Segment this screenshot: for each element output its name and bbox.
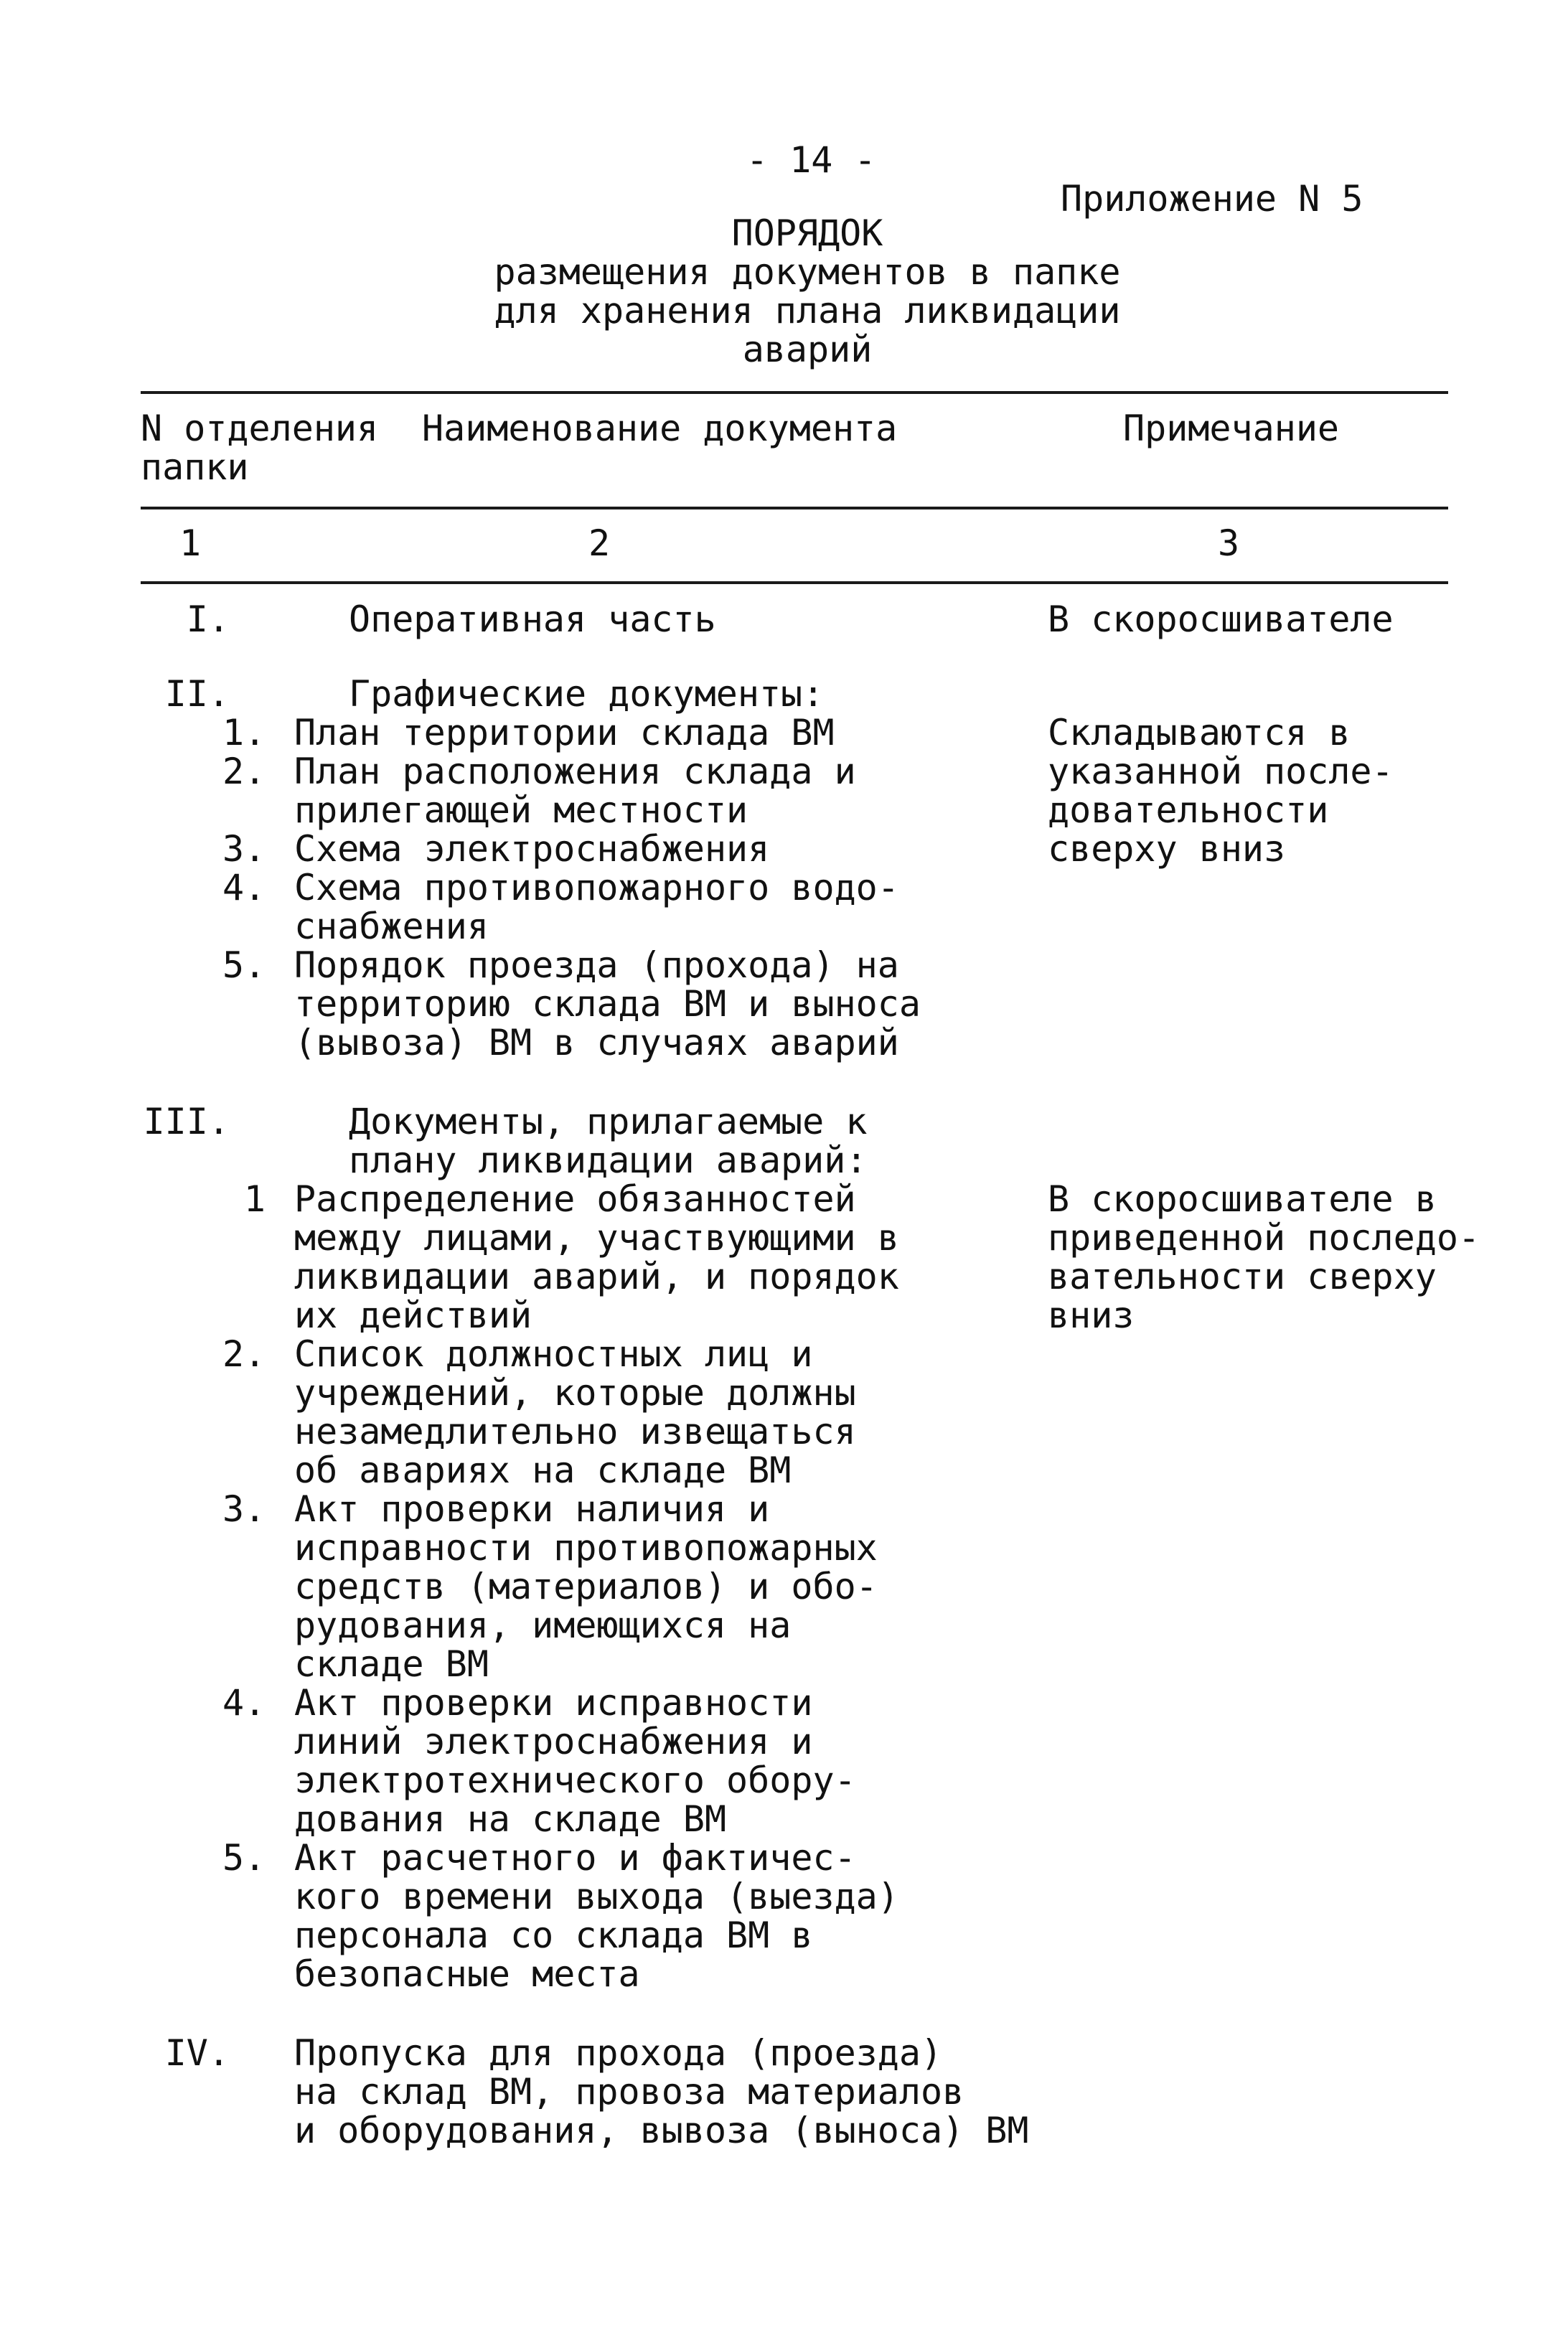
item-text: дования на складе ВМ <box>294 1798 727 1840</box>
item-number: 5. <box>222 944 266 986</box>
section-numeral: I. <box>186 598 230 640</box>
header-col1-line2: папки <box>141 446 249 488</box>
header-col2: Наименование документа <box>422 408 898 449</box>
item-text: исправности противопожарных <box>294 1527 878 1569</box>
page-number: - 14 - <box>746 139 876 181</box>
item-text: об авариях на складе ВМ <box>294 1450 792 1491</box>
appendix-label: Приложение N 5 <box>1061 178 1363 220</box>
header-col3: Примечание <box>1123 408 1340 449</box>
section-title: на склад ВМ, провоза материалов <box>294 2071 964 2113</box>
column-number-1: 1 <box>179 522 202 564</box>
table-top-rule <box>141 391 1448 394</box>
item-text: Акт расчетного и фактичес- <box>294 1837 856 1879</box>
section-note: В скоросшивателе в <box>1048 1178 1437 1220</box>
item-text: средств (материалов) и обо- <box>294 1566 878 1607</box>
item-number: 5. <box>222 1837 266 1879</box>
item-text: между лицами, участвующими в <box>294 1217 899 1259</box>
item-text: складе ВМ <box>294 1643 489 1685</box>
item-text: безопасные места <box>294 1953 640 1995</box>
document-title-line-3: для хранения плана ликвидации <box>494 290 1121 332</box>
item-text: (вывоза) ВМ в случаях аварий <box>294 1022 899 1063</box>
header-col1-line1: N отделения <box>141 408 379 449</box>
column-number-2: 2 <box>588 522 611 564</box>
item-text: территорию склада ВМ и выноса <box>294 983 921 1025</box>
item-number: 1 <box>243 1178 266 1220</box>
item-number: 3. <box>222 1488 266 1530</box>
item-text: ликвидации аварий, и порядок <box>294 1256 899 1297</box>
section-title: Оперативная часть <box>349 598 716 640</box>
item-text: прилегающей местности <box>294 789 748 831</box>
item-text: План расположения склада и <box>294 751 856 792</box>
section-note: вниз <box>1048 1295 1135 1336</box>
section-numeral: III. <box>143 1101 230 1142</box>
item-text: электротехнического обору- <box>294 1760 856 1801</box>
document-title-line-1: ПОРЯДОК <box>731 212 883 254</box>
item-text: Список должностных лиц и <box>294 1333 813 1375</box>
item-text: незамедлительно извещаться <box>294 1411 856 1452</box>
item-text: снабжения <box>294 906 489 947</box>
item-text: кого времени выхода (выезда) <box>294 1876 899 1917</box>
section-note: указанной после- <box>1048 751 1394 792</box>
section-title: и оборудования, вывоза (выноса) ВМ <box>294 2110 1029 2151</box>
section-note: вательности сверху <box>1048 1256 1437 1297</box>
item-text: Схема электроснабжения <box>294 828 770 870</box>
item-number: 4. <box>222 867 266 908</box>
item-text: Порядок проезда (прохода) на <box>294 944 899 986</box>
item-text: рудования, имеющихся на <box>294 1605 792 1646</box>
item-text: Схема противопожарного водо- <box>294 867 899 908</box>
item-text: Распределение обязанностей <box>294 1178 856 1220</box>
column-number-3: 3 <box>1218 522 1240 564</box>
section-note: Складываются в <box>1048 712 1351 753</box>
header-bottom-rule <box>141 507 1448 509</box>
section-title: Документы, прилагаемые к <box>349 1101 868 1142</box>
section-title: плану ликвидации аварий: <box>349 1140 868 1181</box>
item-number: 2. <box>222 1333 266 1375</box>
document-title-line-4: аварий <box>742 329 873 370</box>
item-text: Акт проверки исправности <box>294 1682 813 1724</box>
section-numeral: IV. <box>164 2032 230 2074</box>
item-number: 2. <box>222 751 266 792</box>
item-number: 1. <box>222 712 266 753</box>
section-title: Графические документы: <box>349 673 825 715</box>
section-note: приведенной последо- <box>1048 1217 1480 1259</box>
section-note: сверху вниз <box>1048 828 1286 870</box>
section-numeral: II. <box>164 673 230 715</box>
item-text: линий электроснабжения и <box>294 1721 813 1762</box>
section-title: Пропуска для прохода (проезда) <box>294 2032 943 2074</box>
item-text: персонала со склада ВМ в <box>294 1915 813 1956</box>
item-text: Акт проверки наличия и <box>294 1488 770 1530</box>
item-text: их действий <box>294 1295 532 1336</box>
section-note: довательности <box>1048 789 1329 831</box>
item-number: 4. <box>222 1682 266 1724</box>
item-text: План территории склада ВМ <box>294 712 835 753</box>
column-numbers-rule <box>141 581 1448 584</box>
document-title-line-2: размещения документов в папке <box>494 251 1121 293</box>
item-text: учреждений, которые должны <box>294 1372 856 1414</box>
section-note: В скоросшивателе <box>1048 598 1394 640</box>
item-number: 3. <box>222 828 266 870</box>
